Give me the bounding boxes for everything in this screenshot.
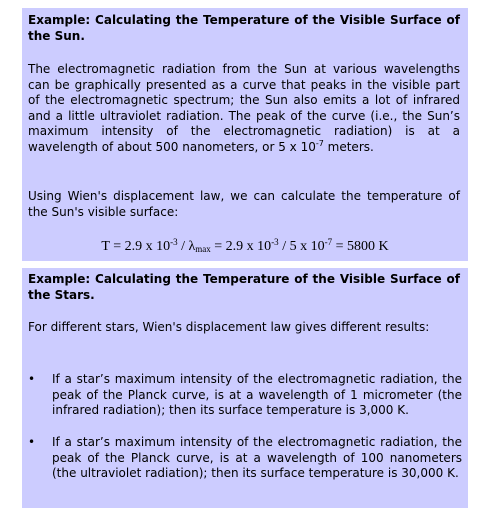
bullet-glyph: • xyxy=(28,372,36,386)
stars-example-box xyxy=(22,268,468,508)
stars-intro-paragraph: For different stars, Wien's displacement law gives different results: xyxy=(28,320,430,334)
list-item: If a star’s maximum intensity of the electromagnetic radiation, the peak of the Planck curve, is at a wavelength of 100 nanometers (the ultraviolet radiation); then its surface temperature is 30,000 K. xyxy=(52,435,462,481)
list-item: If a star’s maximum intensity of the electromagnetic radiation, the peak of the Planck curve, is at a wavelength of 1 micrometer (the infrared radiation); then its surface temperature is 3,000 K. xyxy=(52,372,462,418)
sun-temperature-equation: T = 2.9 x $10^{-3} / \lambda_{max} = 2.9$ x $10^{-3} / 5$ x $10^{-7} = 5800$ K xyxy=(101,237,389,254)
stars-example-heading: Example: Calculating the Temperature of the Visible Surface of the Stars. xyxy=(28,272,460,302)
sun-example-heading: Example: Calculating the Temperature of the Visible Surface of the Sun. xyxy=(28,13,460,43)
wien-law-intro: Using Wien's displacement law, we can calculate the temperature of the Sun's visible surface: xyxy=(28,189,460,219)
sun-spectrum-paragraph: The electromagnetic radiation from the Sun at various wavelengths can be graphically presented as a curve that peaks in the visible part of the electromagnetic spectrum; the Sun also emits a lot of infrared and a little ultraviolet radiation. The peak of the curve (i.e., the Sun’s maximum intensity of the electromagnetic radiation) is at a wavelength of about 500 nanometers, or 5 x $10^{-7}$ meters. xyxy=(28,62,460,154)
sun-example-box xyxy=(22,8,468,261)
bullet-glyph: • xyxy=(28,435,36,449)
